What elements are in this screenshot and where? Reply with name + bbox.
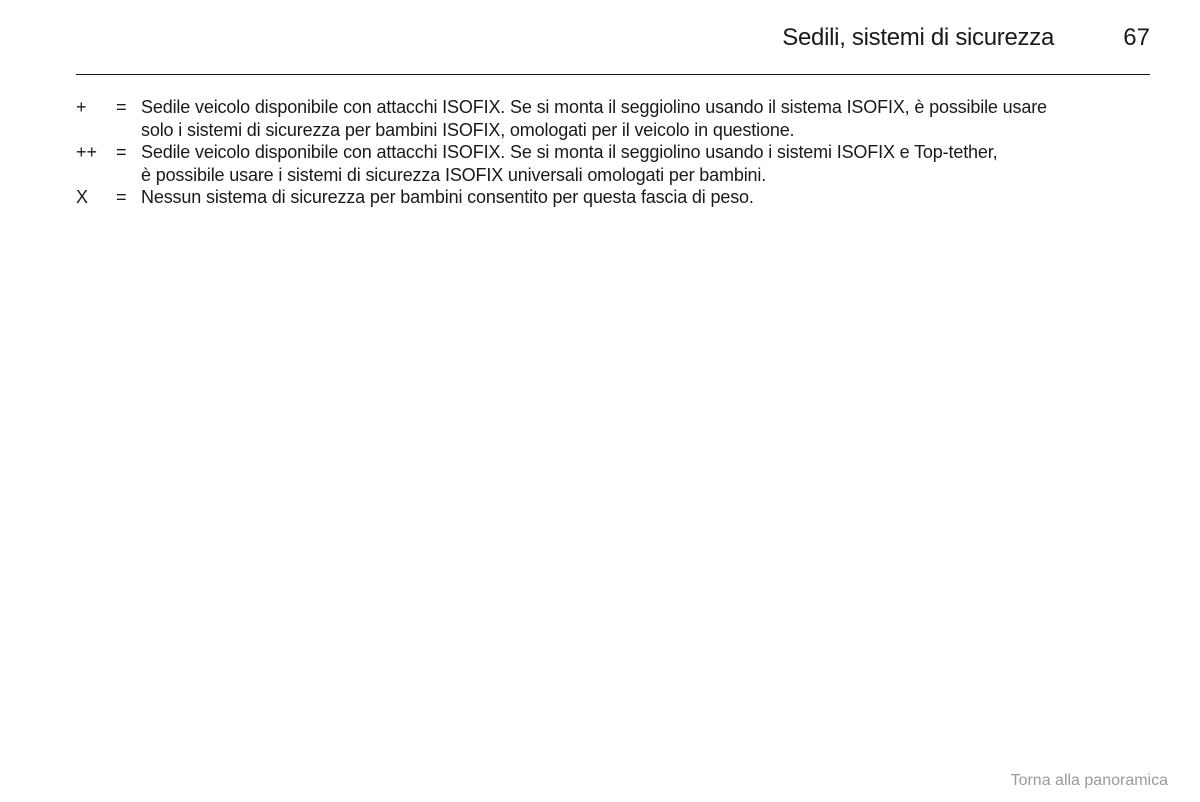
legend-item	[76, 186, 1156, 209]
page-header	[76, 22, 1150, 58]
header-divider	[76, 74, 1150, 75]
legend-equals: =	[116, 97, 127, 117]
page-number: 67	[1123, 24, 1150, 51]
legend-description: Sedile veicolo disponibile con attacchi ISOFIX. Se si monta il seggiolino usando i sistemi ISOFIX e Top-tether, è possibile usare i sistemi di sicurezza ISOFIX universali omologati per bambini.	[141, 142, 998, 185]
legend-description: Sedile veicolo disponibile con attacchi ISOFIX. Se si monta il seggiolino usando il sistema ISOFIX, è possibile usare solo i sistemi di sicurezza per bambini ISOFIX, omologati per il veicolo in questione.	[141, 97, 1047, 140]
legend-symbol: X	[76, 187, 89, 207]
back-to-overview-link[interactable]: Torna alla panoramica	[1010, 772, 1168, 789]
legend-item	[76, 96, 1156, 141]
legend-equals: =	[116, 187, 127, 207]
legend-description: Nessun sistema di sicurezza per bambini consentito per questa fascia di peso.	[141, 187, 754, 207]
legend-equals: =	[116, 142, 127, 162]
legend-symbol: +	[76, 97, 87, 117]
legend-symbol: ++	[76, 142, 98, 162]
legend-item	[76, 141, 1156, 186]
legend-list	[76, 96, 1156, 209]
section-title: Sedili, sistemi di sicurezza	[782, 24, 1054, 51]
